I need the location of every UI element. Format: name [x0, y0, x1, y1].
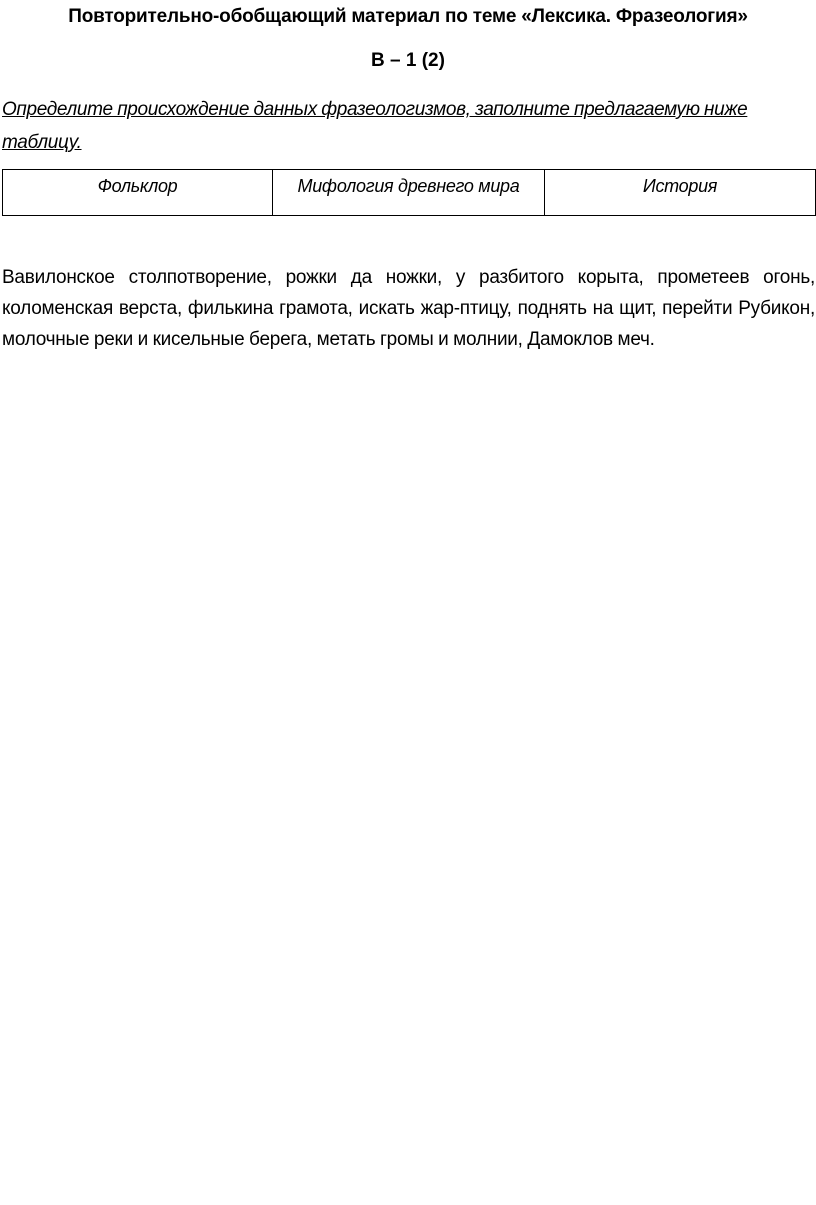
answer-table [2, 169, 816, 216]
phraseologisms-list: Вавилонское столпотворение, рожки да ножки, у разбитого корыта, прометеев огонь, коломенская верста, филькина грамота, искать жар-птицу, поднять на щит, перейти Рубикон, молочные реки и кисельные берега, метать громы и молнии, Дамоклов меч. [2, 267, 815, 350]
variant-label: В – 1 (2) [371, 50, 445, 71]
table-header-mythology: Мифология древнего мира [273, 170, 545, 216]
task-instruction: Определите происхождение данных фразеологизмов, заполните предлагаемую ниже таблицу. [2, 99, 748, 153]
document-title: Повторительно-обобщающий материал по теме «Лексика. Фразеология» [68, 6, 748, 27]
table-header-folklore: Фольклор [3, 170, 273, 216]
table-header-history: История [545, 170, 816, 216]
table-header-row [3, 170, 816, 216]
